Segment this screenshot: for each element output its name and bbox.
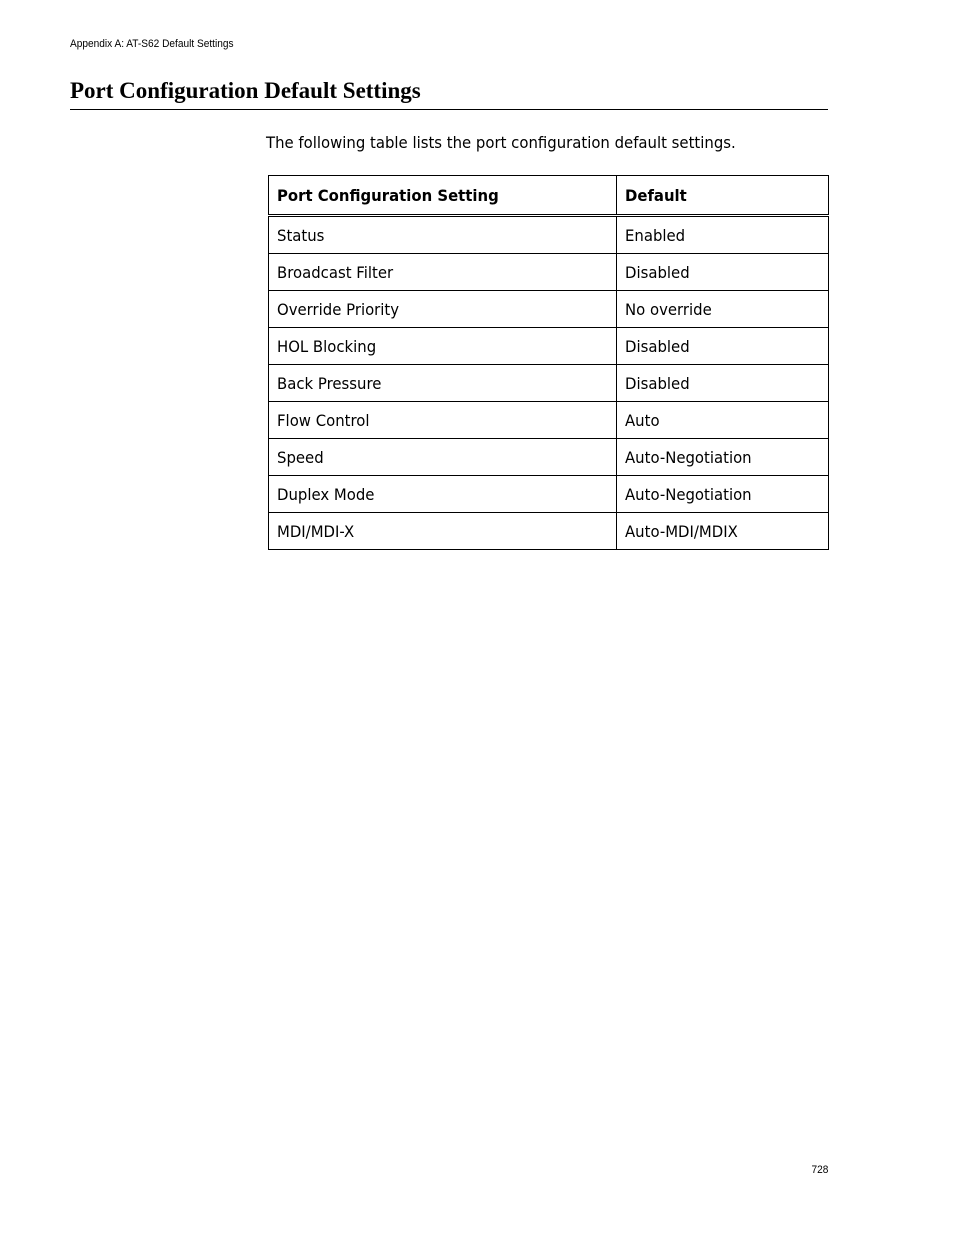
setting-cell: Duplex Mode bbox=[269, 476, 617, 513]
setting-cell: MDI/MDI-X bbox=[269, 513, 617, 550]
section-title: Port Configuration Default Settings bbox=[70, 78, 421, 103]
default-cell: No override bbox=[617, 291, 829, 328]
default-cell: Disabled bbox=[617, 328, 829, 365]
table-row bbox=[269, 328, 829, 365]
table-row bbox=[269, 439, 829, 476]
title-rule bbox=[70, 109, 828, 110]
port-config-defaults-table bbox=[268, 175, 829, 550]
table-row bbox=[269, 254, 829, 291]
setting-cell: Flow Control bbox=[269, 402, 617, 439]
column-header-setting: Port Configuration Setting bbox=[269, 176, 617, 216]
setting-cell: Status bbox=[269, 216, 617, 254]
intro-paragraph: The following table lists the port configuration default settings. bbox=[266, 133, 736, 152]
setting-cell: Speed bbox=[269, 439, 617, 476]
default-cell: Disabled bbox=[617, 254, 829, 291]
table-row bbox=[269, 476, 829, 513]
table-row bbox=[269, 216, 829, 254]
default-cell: Auto-Negotiation bbox=[617, 439, 829, 476]
setting-cell: Override Priority bbox=[269, 291, 617, 328]
setting-cell: Back Pressure bbox=[269, 365, 617, 402]
table-row bbox=[269, 365, 829, 402]
default-cell: Auto-MDI/MDIX bbox=[617, 513, 829, 550]
table-header-row bbox=[269, 176, 829, 216]
running-header: Appendix A: AT-S62 Default Settings bbox=[70, 38, 234, 50]
setting-cell: Broadcast Filter bbox=[269, 254, 617, 291]
default-cell: Auto-Negotiation bbox=[617, 476, 829, 513]
table-row bbox=[269, 402, 829, 439]
default-cell: Enabled bbox=[617, 216, 829, 254]
table-row bbox=[269, 513, 829, 550]
column-header-default: Default bbox=[617, 176, 829, 216]
table-row bbox=[269, 291, 829, 328]
default-cell: Disabled bbox=[617, 365, 829, 402]
page-number: 728 bbox=[811, 1164, 828, 1176]
default-cell: Auto bbox=[617, 402, 829, 439]
setting-cell: HOL Blocking bbox=[269, 328, 617, 365]
